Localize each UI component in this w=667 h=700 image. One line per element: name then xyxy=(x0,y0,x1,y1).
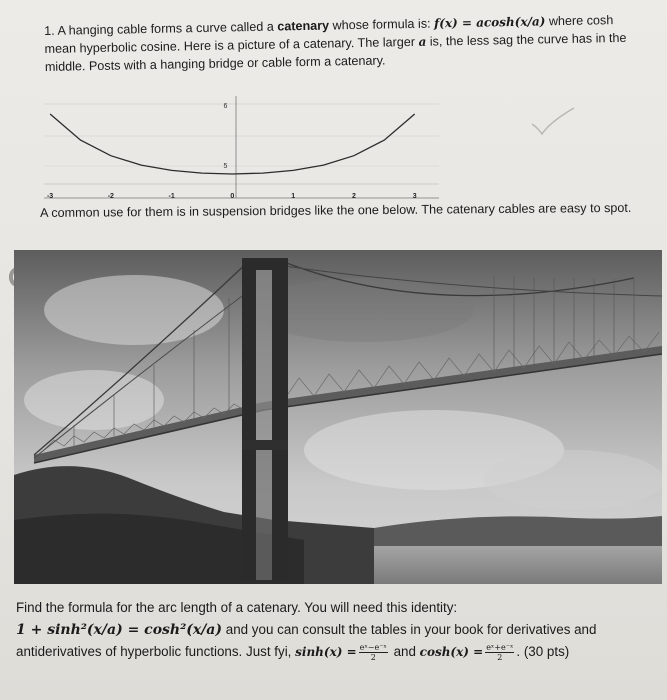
catenary-curve xyxy=(50,114,415,174)
bridge-description: A common use for them is in suspension bridges like the one below. The catenary cables are easy to spot. xyxy=(40,200,632,220)
problem-number: 1. xyxy=(44,23,55,38)
x-tick-label: 3 xyxy=(412,193,417,200)
points-label: (30 pts) xyxy=(523,644,570,659)
catenary-graph xyxy=(44,96,439,206)
hyperbolic-identity: 1 + sinh²(x/a) = cosh²(x/a) xyxy=(16,622,223,638)
y-tick-label: 6 xyxy=(223,103,228,110)
problem-intro: 1. A hanging cable forms a curve called a catenary whose formula is: f(x) = acosh(x/a) where cosh mean hyperbolic cosine. Here is a picture of a catenary. The larger a is, the less sag the curve has in the middle. Posts with a hanging bridge or cable form a catenary. xyxy=(44,13,627,74)
sinh-definition: sinh(x) = xyxy=(295,645,357,659)
catenary-term: catenary xyxy=(277,18,330,34)
suspension-bridge-photo xyxy=(14,250,662,584)
x-tick-label: 0 xyxy=(230,193,235,200)
x-tick-label: -3 xyxy=(46,193,54,200)
x-tick-label: 1 xyxy=(291,193,296,200)
catenary-formula: f(x) = acosh(x/a) xyxy=(433,14,546,31)
check-mark-icon xyxy=(528,104,578,138)
cosh-definition: cosh(x) = xyxy=(419,645,484,659)
question-line1: Find the formula for the arc length of a catenary. You will need this identity: xyxy=(16,600,458,615)
x-tick-label: 2 xyxy=(351,193,356,200)
x-tick-label: -1 xyxy=(168,193,175,200)
question-text: Find the formula for the arc length of a catenary. You will need this identity: 1 + sinh²(x/a) = cosh²(x/a) and you can consult the tables in your book for derivatives and antiderivatives of hyperbolic functions. Just fyi, sinh(x) = $\frac{\text{eˣ−e⁻ˣ}}{2}$ and cosh(x) = $\frac{\text{eˣ+e⁻ˣ}}{2}$ . (30 pts) xyxy=(16,600,597,662)
x-tick-label: -2 xyxy=(107,193,114,200)
cosh-fraction: $\frac{\text{eˣ+e⁻ˣ}}{2}$ xyxy=(486,642,514,662)
y-tick-label: 5 xyxy=(223,163,228,170)
sinh-fraction: $\frac{\text{eˣ−e⁻ˣ}}{2}$ xyxy=(359,642,387,662)
